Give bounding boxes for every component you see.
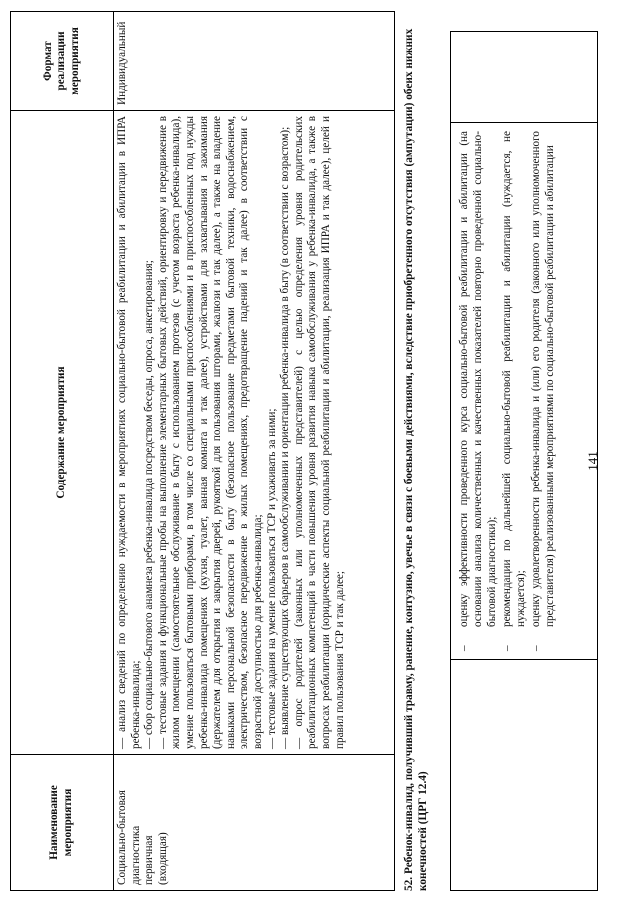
content-item: — опрос родителей (законных или уполномоченных представителей) с целью определения уровня родительских реабилитационных компетенций в части повышения уровня развития навыка самообслуживания у ребенка-инвалида, а также в вопросах реабилитации (юридические аспекты социальной реабилитации и абилитации, реализация ИПРА и так далее), целей и правил пользования ТСР и так далее; [292, 116, 346, 749]
header-format: Формат реализации мероприятия [11, 12, 114, 111]
measure-name-cell [114, 755, 395, 891]
continuation-empty-cell [451, 32, 598, 123]
list-item [457, 131, 499, 651]
list-dash: – [458, 645, 470, 651]
content-item: — анализ сведений по определению нуждаемости в мероприятиях социально-бытовой реабилитации и абилитации в ИПРА ребенка-инвалида; [116, 116, 142, 749]
list-dash: – [530, 645, 542, 651]
content-item: — сбор социально-бытового анамнеза ребенка-инвалида посредством беседы, опроса, анкетирования; [143, 260, 156, 749]
measure-name-line: диагностика [129, 825, 142, 885]
measures-table [10, 11, 395, 891]
content-item: — выявление существующих барьеров в самообслуживании и ориентации ребенка-инвалида в быту (в соответствии с возрастом); [279, 126, 292, 749]
table-row [114, 12, 395, 891]
measure-name-line: Социально-бытовая [116, 790, 128, 885]
list-dash: – [501, 645, 513, 651]
list-item [500, 131, 528, 651]
measure-name-line: (входящая) [156, 832, 169, 885]
list-item-text: рекомендации по дальнейшей социально-бытовой реабилитации и абилитации (нуждается, не нуждается); [501, 131, 527, 627]
continuation-content-cell [451, 123, 598, 660]
section-heading: 52. Ребенок-инвалид, получивший травму, ранение, контузию, увечье в связи с боевыми действиями, вследствие приобретенного отсутствия (ампутации) обеих нижних конечностей (ЦРГ 12.4) [403, 28, 429, 891]
list-item-text: оценку удовлетворенности ребенка-инвалида и (или) его родителя (законного или уполномоченного представителя) реализованными мероприятиями по социально-бытовой реабилитации и абилитации [530, 131, 556, 627]
content-item: — тестовые задания и функциональные пробы на выполнение элементарных бытовых действий, ориентировку и передвижение в жилом помещении (самостоятельное обслуживание в быту с использованием протезов (с учетом возраста ребенка-инвалида), умение пользоваться бытовыми приборами, в том числе со специальными приспособлениями и в приспособленных под нужды ребенка-инвалида помещениях (кухня, туалет, ванная комната и так далее), устройствами для захватывания и зажимания (держателем для открытия и закрытия дверей, рукояткой для пользования шторами, жалюзи и так далее), а также на владение навыками персональной безопасности в быту (безопасное пользование предметами бытовой техники, водоснабжением, электричеством, безопасное передвижение в жилых помещениях, предотвращение падений и так далее) в соответствии с возрастной доступностью для ребенка-инвалида; [156, 116, 264, 749]
list-item [529, 131, 557, 651]
continuation-table [450, 31, 598, 891]
content-item: — тестовые задания на умение пользоваться ТСР и ухаживать за ними; [265, 408, 278, 749]
measure-content-cell [114, 111, 395, 755]
page-number: 141 [585, 451, 600, 471]
measure-format-cell: Индивидуальный [114, 12, 395, 111]
header-name: Наименование мероприятия [11, 755, 114, 891]
list-item-text: оценку эффективности проведенного курса социально-бытовой реабилитации и абилитации (на основании анализа количественных и качественных показателей повторно проведенной социально-бытовой диагностики); [458, 131, 498, 627]
continuation-empty-cell [451, 660, 598, 891]
header-content: Содержание мероприятия [11, 111, 114, 755]
table-header-row [11, 12, 114, 891]
measure-name-line: первичная [143, 835, 156, 885]
